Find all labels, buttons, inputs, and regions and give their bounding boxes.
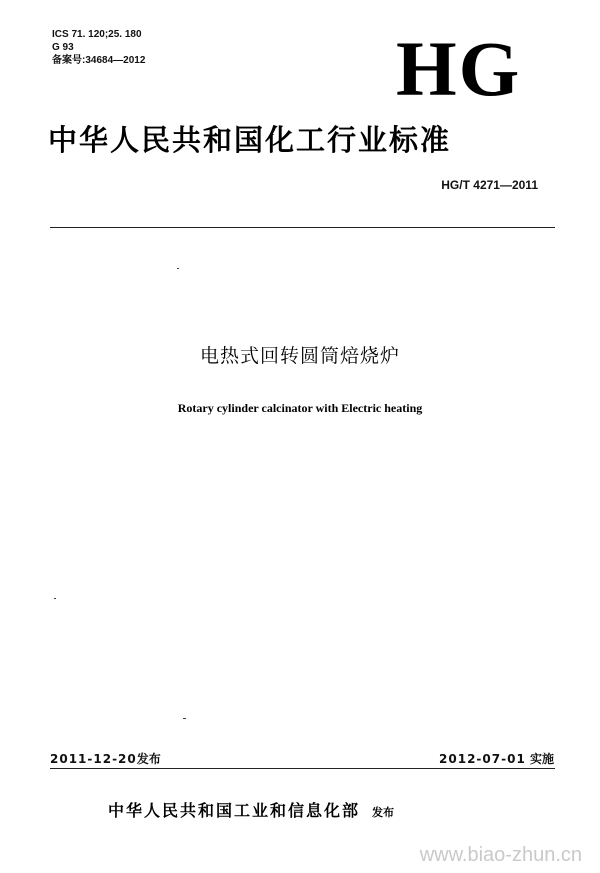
watermark-text: www.biao-zhun.cn (419, 844, 582, 866)
scan-speck (177, 268, 179, 269)
publisher-action: 发布 (372, 806, 395, 819)
classification-code: G 93 (52, 42, 74, 53)
hg-logo: HG (396, 25, 522, 112)
scan-speck (54, 598, 56, 599)
implementation-label: 实施 (529, 752, 554, 766)
top-divider (50, 227, 555, 228)
scan-speck (183, 718, 186, 719)
record-number: 备案号:34684—2012 (52, 55, 146, 66)
ics-code: ICS 71. 120;25. 180 (52, 29, 142, 40)
standard-number: HG/T 4271—2011 (441, 178, 538, 192)
document-title-english: Rotary cylinder calcinator with Electric heating (177, 401, 423, 415)
implementation-date: 2012-07-01 (439, 752, 526, 766)
issue-label: 发布 (136, 752, 161, 766)
implementation-date-block (439, 752, 554, 767)
metadata-block (52, 28, 145, 67)
bottom-divider (50, 768, 555, 769)
document-title-chinese: 电热式回转圆筒焙烧炉 (199, 345, 400, 367)
standard-category-title: 中华人民共和国化工行业标准 (48, 123, 452, 157)
issue-date-block (50, 752, 161, 767)
publisher-name: 中华人民共和国工业和信息化部 (108, 801, 361, 820)
issue-date: 2011-12-20 (50, 752, 137, 766)
publisher-block (108, 798, 394, 821)
